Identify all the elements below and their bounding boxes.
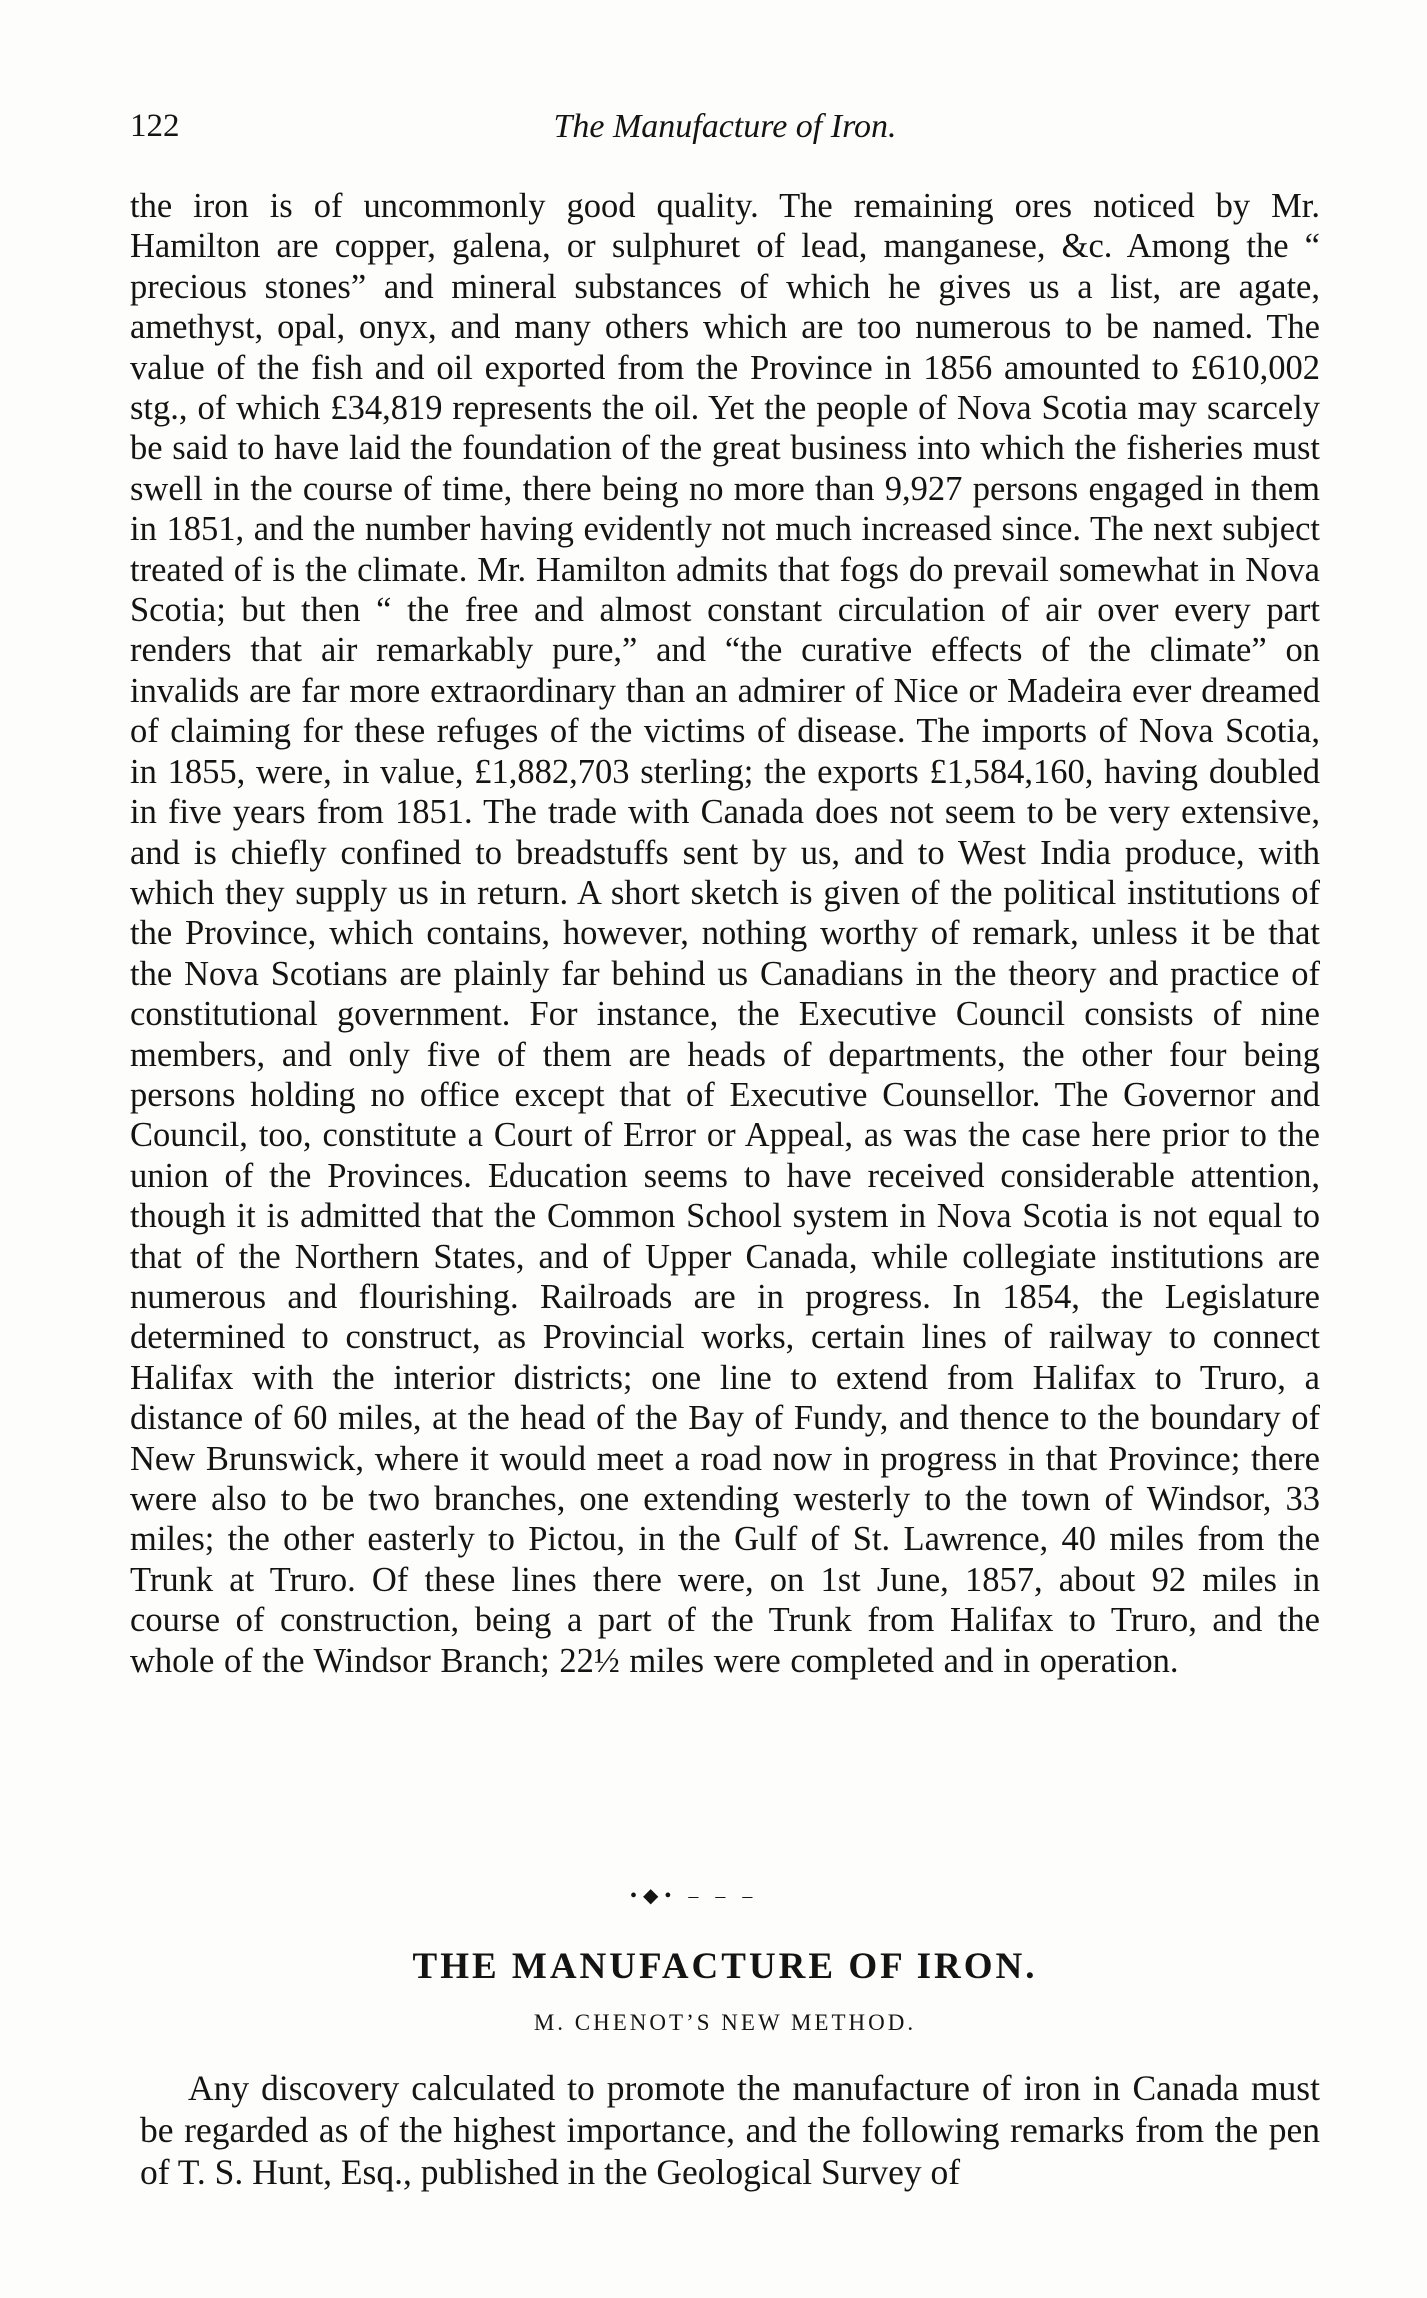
page-header [130, 108, 1320, 158]
section-separator: •◆• – – – [630, 1885, 759, 1907]
article-subtitle: M. CHENOT’S NEW METHOD. [533, 2010, 917, 2035]
running-title: The Manufacture of Iron. [553, 108, 897, 145]
article-opening-paragraph: Any discovery calculated to promote the manufacture of iron in Canada must be regarded as of the highest importance, and the following remarks from the pen of T. S. Hunt, Esq., published in the Geological Survey of [140, 2068, 1320, 2192]
body-paragraph: the iron is of uncommonly good quality. The remaining ores noticed by Mr. Hamilton are copper, galena, or sulphuret of lead, manganese, &c. Among the “ precious stones” and mineral substances of which he gives us a list, are agate, amethyst, opal, onyx, and many others which are too numerous to be named. The value of the fish and oil exported from the Province in 1856 amounted to £610,002 stg., of which £34,819 represents the oil. Yet the people of Nova Scotia may scarcely be said to have laid the foundation of the great business into which the fisheries must swell in the course of time, there being no more than 9,927 persons engaged in them in 1851, and the number having evidently not much increased since. The next subject treated of is the climate. Mr. Hamilton admits that fogs do prevail somewhat in Nova Scotia; but then “ the free and almost constant circulation of air over every part renders that air remarkably pure,” and “the curative effects of the climate” on invalids are far more extraordinary than an admirer of Nice or Madeira ever dreamed of claiming for these refuges of the victims of disease. The imports of Nova Scotia, in 1855, were, in value, £1,882,703 sterling; the exports £1,584,160, having doubled in five years from 1851. The trade with Canada does not seem to be very extensive, and is chiefly confined to breadstuffs sent by us, and to West India produce, with which they supply us in return. A short sketch is given of the political institutions of the Province, which contains, however, nothing worthy of remark, unless it be that the Nova Scotians are plainly far behind us Canadians in the theory and practice of constitutional government. For instance, the Executive Council consists of nine members, and only five of them are heads of departments, the other four being persons holding no office except that of Executive Counsellor. The Governor and Council, too, constitute a Court of Error or Appeal, as was the case here prior to the union of the Provinces. Education seems to have received considerable attention, though it is admitted that the Common School system in Nova Scotia is not equal to that of the Northern States, and of Upper Canada, while collegiate institutions are numerous and flourishing. Railroads are in progress. In 1854, the Legislature determined to construct, as Provincial works, certain lines of railway to connect Halifax with the interior districts; one line to extend from Halifax to Truro, a distance of 60 miles, at the head of the Bay of Fundy, and thence to the boundary of New Brunswick, where it would meet a road now in progress in that Province; there were also to be two branches, one extending westerly to the town of Windsor, 33 miles; the other easterly to Pictou, in the Gulf of St. Lawrence, 40 miles from the Trunk at Truro. Of these lines there were, on 1st June, 1857, about 92 miles in course of construction, being a part of the Trunk from Halifax to Truro, and the whole of the Windsor Branch; 22½ miles were completed and in operation. [130, 187, 1320, 1680]
article-title: THE MANUFACTURE OF IRON. [412, 1946, 1038, 1987]
page-number: 122 [130, 108, 180, 144]
